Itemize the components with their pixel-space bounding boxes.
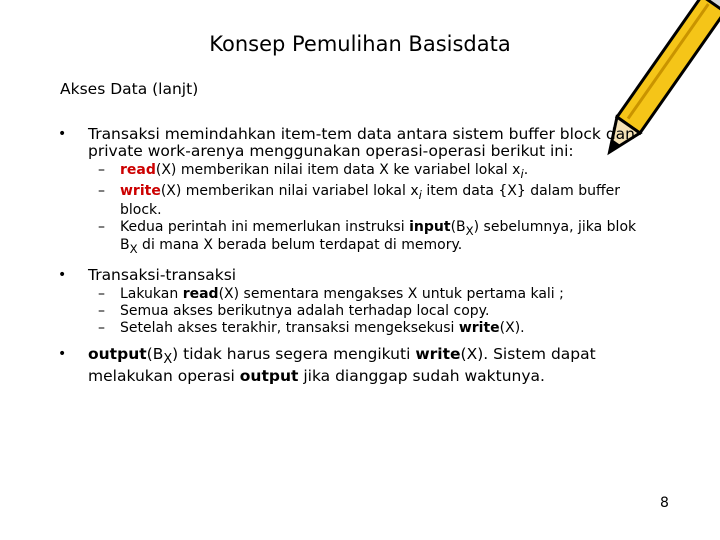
subbullet-text: ) sebelumnya, jika blok B [120,218,637,254]
bullet-1-text: Transaksi memindahkan item-tem data antara sistem buffer block dan private work-arenya menggunakan operasi-operasi berikut ini: [88,125,635,160]
bullet-dot: • [58,267,67,284]
output-keyword: output [88,345,147,364]
bullet-dot: • [58,126,67,142]
subbullet-read [58,163,658,182]
write-keyword: write [120,182,161,199]
subbullet-text: (X) memberikan nilai variabel lokal x [160,182,419,199]
dash: – [98,218,105,235]
subbullet-text: di mana X berada belum terdapat di memory. [137,237,463,254]
subbullet-semua [58,304,658,319]
subscript: X [129,242,138,257]
subbullet-text: Lakukan [120,286,183,303]
subbullet-text: (X). [499,320,525,337]
write-keyword: write [415,345,461,364]
slide-title: Konsep Pemulihan Basisdata [209,32,511,56]
dash: – [98,162,105,178]
dash: – [98,182,105,199]
bullet-2-text: Transaksi-transaksi [88,266,237,285]
subbullet-text: Semua akses berikutnya adalah terhadap local copy. [120,303,490,320]
subbullet-text: . [523,162,529,178]
subbullet-setelah [58,321,658,336]
page-number: 8 [660,495,669,511]
bullet-text: jika dianggap sudah waktunya. [298,367,545,386]
subscript: i [418,187,422,202]
dash: – [98,286,105,303]
bullet-3 [58,346,658,385]
bullet-text: ) tidak harus segera mengikuti [172,345,416,364]
slide-subtitle: Akses Data (lanjt) [60,80,199,98]
subscript: i [520,166,524,181]
dash: – [98,320,105,337]
bullet-1 [58,126,658,160]
subbullet-text: (X) sementara mengakses X untuk pertama kali ; [218,286,564,303]
bullet-text: (X). Sistem dapat melakukan operasi [88,345,596,386]
subbullet-text: (X) memberikan nilai item data X ke variabel lokal x [155,162,521,178]
subbullet-group-2 [58,287,658,336]
input-keyword: input [409,218,451,235]
subbullet-text: (B [450,218,466,235]
slide-content [58,126,658,388]
dash: – [98,303,105,320]
subbullet-lakukan [58,287,658,302]
write-keyword: write [458,320,500,337]
read-keyword: read [120,162,156,178]
subbullet-text: Kedua perintah ini memerlukan instruksi [120,218,410,235]
subbullet-group-1 [58,163,658,257]
subbullet-write [58,184,658,218]
output-keyword: output [239,367,299,386]
bullet-2 [58,267,658,284]
subbullet-text: Setelah akses terakhir, transaksi mengeksekusi [120,320,459,337]
bullet-dot: • [58,346,67,363]
subscript: X [465,223,474,238]
bullet-text: (B [146,345,164,364]
subbullet-text: item data {X} dalam buffer block. [120,182,621,218]
read-keyword: read [182,286,219,303]
subscript: X [163,352,173,368]
subbullet-input [58,220,658,258]
